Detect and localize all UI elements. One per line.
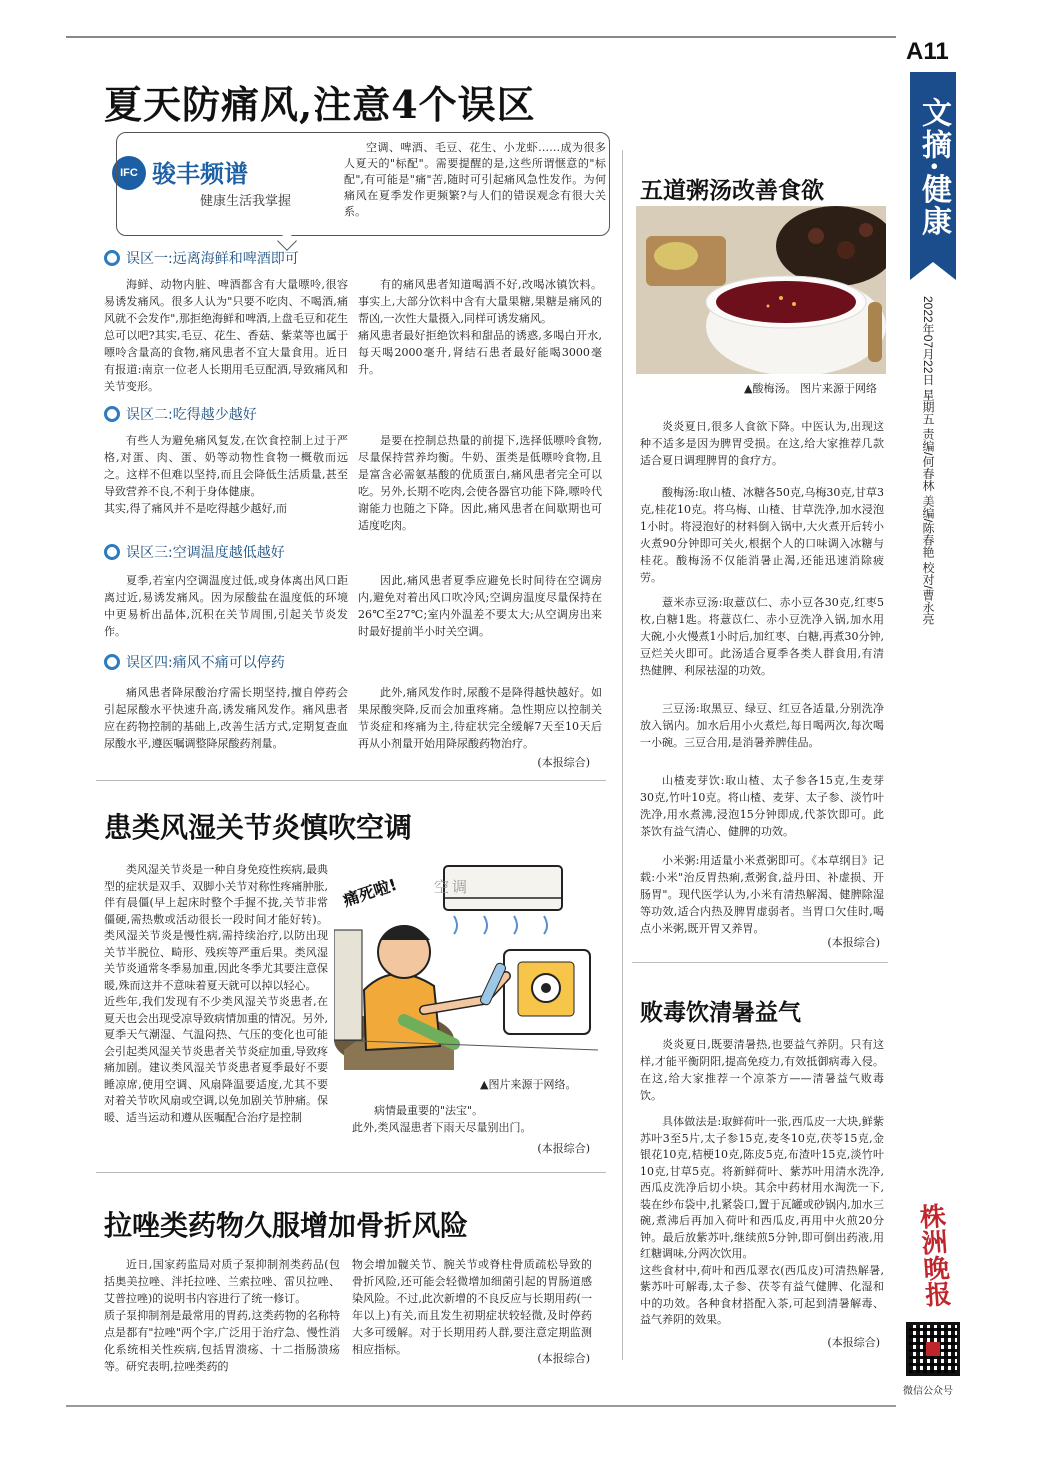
myth4-heading [104,652,285,672]
myth4-label: 误区四:痛风不痛可以停药 [126,655,285,671]
paper-logo [906,1200,960,1310]
article4-body: 具体做法是:取鲜荷叶一张,西瓜皮一大块,鲜紫苏叶3至5片,太子参15克,麦冬10克,茯苓15克,金银花10克,桔梗10克,陈皮5克,布渣叶15克,淡竹叶10克,甘草5克。将新鲜荷叶、紫苏叶用清水洗净,西瓜皮洗净后切小块。其余中药材用水淘洗一下,装在纱布袋中,扎紧袋口,置于瓦罐或砂锅内,加水三碗,煮沸后再加入荷叶和西瓜皮,再用中火煎20分钟。最后放紫苏叶,继续煎5分钟,即可倒出药液,用红糖调味,分两次饮用。 这些食材中,荷叶和西瓜翠衣(西瓜皮)可清热解暑,紫苏叶可解毒,太子参、茯苓有益气健脾、化湿和中的功效。各种食材搭配入茶,可起到清暑解毒、益气养阴的效果。 [640,1115,884,1326]
recipe-2: 薏米赤豆汤:取薏苡仁、赤小豆各30克,红枣5枚,白糖1匙。将薏苡仁、赤小豆洗净入锅,加水用大碗,小火慢煮1小时后,加红枣、白糖,再煮30分钟,豆烂关火即可。此汤适合夏季各类人群食用,有清热健脾、利尿祛湿的功效。 [640,596,884,677]
article1-title: 夏天防痛风,注意4个误区 [104,82,536,127]
brand-slogan: 健康生活我掌握 [200,194,292,209]
bottom-rule [66,1405,896,1407]
article4-intro: 炎炎夏日,既要清暑热,也要益气养阴。只有这样,才能平衡阴阳,提高免疫力,有效抵御病毒入侵。在这,给大家推荐一个凉茶方——清暑益气败毒饮。 [640,1038,884,1102]
myth4-right: 此外,痛风发作时,尿酸不是降得越快越好。如果尿酸突降,反而会加重疼痛。急性期应以控制关节炎症和疼痛为主,待症状完全缓解7天至10天后再从小剂量开始用降尿酸药物治疗。 [358,686,602,750]
section-title: 文摘·健康 [916,96,951,238]
article4-source: (本报综合) [827,1336,880,1349]
divider-3 [632,962,888,963]
recipe-4: 山楂麦芽饮:取山楂、太子参各15克,生麦芽30克,竹叶10克。将山楂、麦芽、太子参、淡竹叶洗净,用水煮沸,浸泡15分钟即成,代茶饮即可。此茶饮有益气清心、健脾的功效。 [640,774,884,838]
myth2-heading [104,404,257,424]
qr-code [906,1322,960,1376]
myth3-right: 因此,痛风患者夏季应避免长时间待在空调房内,避免对着出风口吹冷风;空调房温度尽量保持在26℃至27℃;室内外温差不要太大;从空调房出来时最好提前半小时关空调。 [358,574,602,638]
article3-left: 类风湿关节炎是一种自身免疫性疾病,最典型的症状是双手、双脚小关节对称性疼痛肿胀,伴有晨僵(早上起床时整个手握不拢,关节非常僵硬,需热敷或活动很长一段时间才能好转)。类风湿关节炎是慢性病,需持续治疗,以防出现关节半脱位、畸形、残疾等严重后果。类风湿关节炎通常冬季易加重,因此冬季尤其要注意保暖,殊而这并不意味着夏天就可以掉以轻心。 近些年,我们发现有不少类风湿关节炎患者,在夏天也会出现受凉导致病情加重的情况。另外,夏季天气潮湿、气温闷热、气压的变化也可能会引起类风湿关节炎患者关节炎症加重,导致疼痛加剧。建议类风湿关节炎患者夏季最好不要睡凉席,使用空调、风扇降温要适度,尤其不要对着关节吹风扇或空调,以免加剧关节肿痛。保暖、适当运动和遵从医嘱配合治疗是控制 [104,863,328,1124]
article5-left: 近日,国家药监局对质子泵抑制剂类药品(包括奥美拉唑、泮托拉唑、兰索拉唑、雷贝拉唑、艾普拉唑)的说明书内容进行了统一修订。 质子泵抑制剂是最常用的胃药,这类药物的名称特点是都有"拉唑"两个字,广泛用于治疗急、慢性消化系统相关性疾病,包括胃溃疡、十二指肠溃疡等。研究表明,拉唑类药的 [104,1258,340,1373]
qr-center [926,1342,940,1356]
sour-plum-soup-svg [636,206,886,374]
article5-title: 拉唑类药物久服增加骨折风险 [104,1209,469,1242]
article2-intro: 炎炎夏日,很多人食欲下降。中医认为,出现这种不适多是因为脾胃受损。在这,给大家推荐几款适合夏日调理脾胃的食疗方。 [640,420,884,467]
myth4-left: 痛风患者降尿酸治疗需长期坚持,擅自停药会引起尿酸水平快速升高,诱发痛风发作。痛风患者应在药物控制的基础上,改善生活方式,定期复查血尿酸水平,遵医嘱调整降尿酸药剂量。 [104,686,348,750]
myth3-bullet-icon [104,544,120,560]
qr-caption: 微信公众号 [903,1386,953,1397]
recipe-5: 小米粥:用适量小米煮粥即可。《本草纲目》记载:小米"治反胃热痢,煮粥食,益丹田、补虚损、开肠胃"。现代医学认为,小米有清热解渴、健脾除湿等功效,适合内热及脾胃虚弱者。当胃口欠佳时,喝点小米粥,既开胃又养胃。 [640,854,884,935]
myth1-right: 有的痛风患者知道喝酒不好,改喝冰镇饮料。事实上,大部分饮料中含有大量果糖,果糖是痛风的帮凶,一次性大量摄入,同样可诱发痛风。 痛风患者最好拒绝饮料和甜品的诱惑,多喝白开水,每天喝2000毫升,肾结石患者最好能喝3000毫升。 [358,278,602,376]
divider-1 [96,780,606,781]
comic-ac-label: 空调 [434,878,471,896]
divider-2 [96,1172,606,1173]
myth2-bullet-icon [104,406,120,422]
recipe-1: 酸梅汤:取山楂、冰糖各50克,乌梅30克,甘草3克,桂花10克。将乌梅、山楂、甘草洗净,加水浸泡1小时。将浸泡好的材料倒入锅中,大火煮开后转小火煮90分钟即可关火,根据个人的口味调入冰糖与桂花。酸梅汤不仅能消暑止渴,还能迅速消除疲劳。 [640,486,884,584]
article1-intro: 空调、啤酒、毛豆、花生、小龙虾……成为很多人夏天的"标配"。需要提醒的是,这些所谓惬意的"标配",有可能是"痛"苦,随时可引起痛风急性发作。为何痛风在夏季发作更频繁?与人们的错误观念有很大关系。 [344,141,606,218]
article4-title: 败毒饮清暑益气 [640,999,801,1026]
myth3-left: 夏季,若室内空调温度过低,或身体离出风口距离过近,易诱发痛风。因为尿酸盐在温度低的环境中更易析出晶体,沉积在关节周围,引起关节炎发作。 [104,574,348,638]
banner-tail [910,262,956,280]
myth1-heading [104,248,299,268]
myth4-bullet-icon [104,654,120,670]
myth2-left: 有些人为避免痛风复发,在饮食控制上过于严格,对蛋、肉、蛋、奶等动物性食物一概敬而远之。这样不但难以坚持,而且会降低生活质量,甚至导致营养不良,不利于身体健康。 其实,得了痛风并不是吃得越少越好,而 [104,434,348,515]
article5-source: (本报综合) [537,1352,590,1365]
article3-title: 患类风湿关节炎慎吹空调 [104,811,413,844]
date-line: 2022年07月22日 星期五 责编/何春林 美编/陈春艳 校对/曹永亮 [921,296,935,625]
paper-logo-text: 株洲晚报 [913,1202,952,1308]
myth1-left: 海鲜、动物内脏、啤酒都含有大量嘌呤,很容易诱发痛风。很多人认为"只要不吃肉、不喝酒,痛风就不会发作",那拒绝海鲜和啤酒,上盘毛豆和花生总可以吧?其实,毛豆、花生、香菇、紫菜等也属于嘌呤含量高的食物,痛风患者不宜大量食用。近日有报道:南京一位老人长期用毛豆配酒,导致痛风和关节变形。 [104,278,348,393]
article2-title: 五道粥汤改善食欲 [640,177,824,204]
article3-right: 病情最重要的"法宝"。 此外,类风湿患者下雨天尽量别出门。 [352,1104,532,1134]
recipe-3: 三豆汤:取黑豆、绿豆、红豆各适量,分别洗净放入锅内。加水后用小火煮烂,每日喝两次,每次喝一小碗。三豆合用,是消暑养脾佳品。 [640,702,884,749]
myth3-heading [104,542,285,562]
column-divider [622,150,623,1360]
brand-logo-circle: IFC [112,156,146,190]
page-number: A11 [906,38,949,65]
article2-source: (本报综合) [827,936,880,949]
comic-shout: 痛死啦! [340,874,400,911]
brand-name: 骏丰频谱 [152,160,248,188]
article5-right: 物会增加髋关节、腕关节或脊柱骨质疏松导致的骨折风险,还可能会轻微增加细菌引起的胃肠道感染风险。不过,此次新增的不良反应与长期用药(一年以上)有关,而且发生初期症状较轻微,及时停药大多可缓解。对于长期用药人群,要注意定期监测相应指标。 [352,1258,592,1356]
comic-caption: ▲图片来源于网络。 [480,1078,577,1091]
myth1-label: 误区一:远离海鲜和啤酒即可 [126,251,299,267]
myth3-label: 误区三:空调温度越低越好 [126,545,285,561]
top-rule [66,36,896,38]
article3-source: (本报综合) [537,1142,590,1155]
myth2-label: 误区二:吃得越少越好 [126,407,257,423]
myth2-right: 是要在控制总热量的前提下,选择低嘌呤食物,尽量保持营养均衡。牛奶、蛋类是低嘌呤食物,且是富含必需氨基酸的优质蛋白,痛风患者完全可以吃。另外,长期不吃肉,会使各器官功能下降,嘌呤代谢能力也随之下降。因此,痛风患者在间歇期也可适度吃肉。 [358,434,602,532]
article2-image [636,206,886,374]
article1-source: (本报综合) [537,756,590,769]
myth1-bullet-icon [104,250,120,266]
section-banner [910,72,956,262]
article2-caption: ▲酸梅汤。 图片来源于网络 [744,382,877,395]
